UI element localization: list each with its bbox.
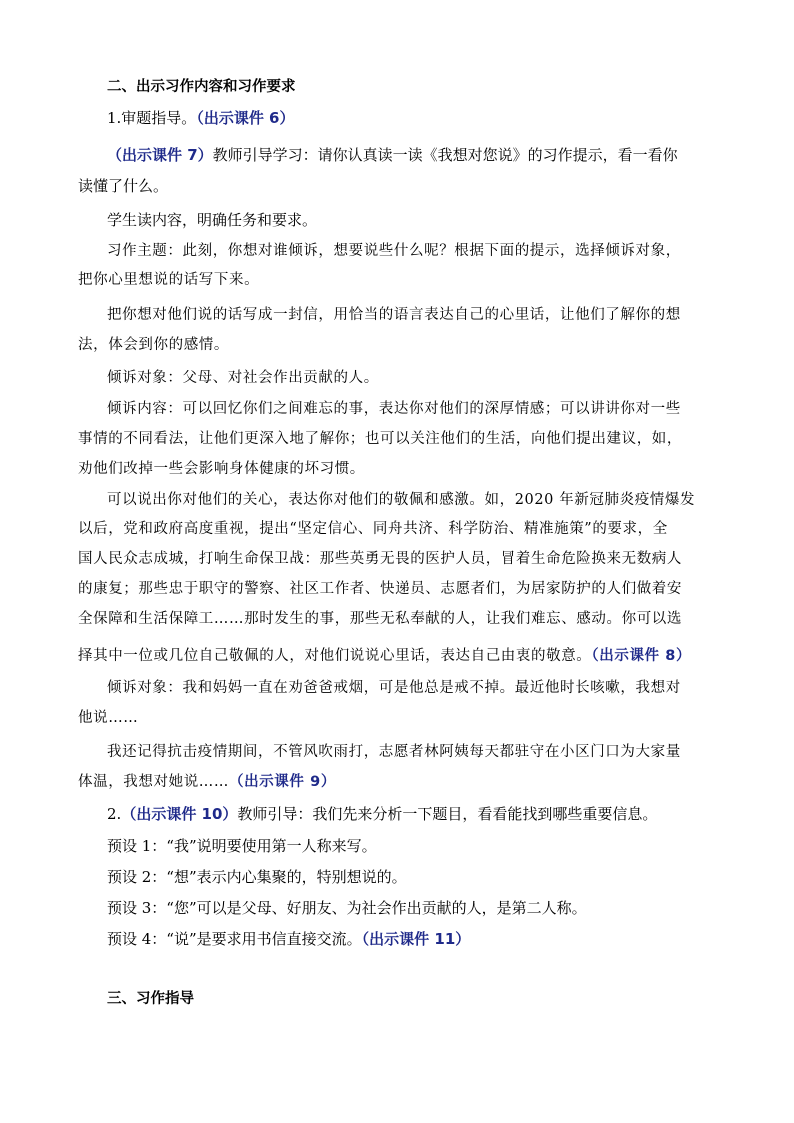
- section-heading-3: [107, 988, 722, 1010]
- paragraph-letter-line1: [107, 304, 722, 326]
- paragraph-teacher-guide-line1: [107, 144, 722, 166]
- paragraph-care-line4: [78, 578, 693, 600]
- care-text-d: 的康复；那些忠于职守的警察、社区工作者、快递员、志愿者们，为居家防护的人们做着安: [78, 581, 682, 597]
- courseware-ref-8: （出示课件 8）: [591, 648, 692, 664]
- paragraph-preset-1: [107, 835, 722, 857]
- courseware-ref-9: （出示课件 9）: [229, 774, 336, 790]
- paragraph-target-2-line1: [107, 677, 722, 699]
- paragraph-content-line1: [107, 398, 722, 420]
- letter-text-a: 把你想对他们说的话写成一封信，用恰当的语言表达自己的心里话，让他们了解你的想: [107, 307, 681, 323]
- analyze-number: 2.: [107, 805, 122, 823]
- section-heading-3-text: 三、习作指导: [107, 991, 194, 1007]
- paragraph-target-1: [107, 367, 722, 389]
- theme-text-a: 习作主题：此刻，你想对谁倾诉，想要说些什么呢？根据下面的提示，选择倾诉对象，: [107, 243, 681, 259]
- paragraph-preset-4: [107, 928, 722, 950]
- section-heading-2: [107, 76, 722, 98]
- paragraph-preset-3: [107, 897, 722, 919]
- paragraph-analyze-title: [107, 803, 722, 825]
- paragraph-preset-2: [107, 866, 722, 888]
- paragraph-letter-line2: [78, 334, 693, 356]
- paragraph-review-guide: [107, 107, 722, 129]
- preset-1-text: 预设 1：“我”说明要使用第一人称来写。: [107, 837, 377, 855]
- letter-text-b: 法，体会到你的感情。: [78, 337, 229, 353]
- care-text-b: 以后，党和政府高度重视，提出“坚定信心、同舟共济、科学防治、精准施策”的要求，全: [78, 521, 668, 537]
- target-1-text: 倾诉对象：父母、对社会作出贡献的人。: [107, 370, 379, 386]
- care-text-c: 国人民众志成城，打响生命保卫战：那些英勇无畏的医护人员，冒着生命危险换来无数病人: [78, 551, 682, 567]
- analyze-guide-text: 教师引导：我们先来分析一下题目，看看能找到哪些重要信息。: [237, 805, 658, 823]
- volunteer-text-a: 我还记得抗击疫情期间，不管风吹雨打，志愿者林阿姨每天都驻守在小区门口为大家量: [107, 744, 681, 760]
- target-2-text-b: 他说……: [78, 710, 139, 726]
- preset-3-text: 预设 3：“您”可以是父母、好朋友、为社会作出贡献的人，是第二人称。: [107, 899, 587, 917]
- courseware-ref-6: （出示课件 6）: [196, 109, 295, 127]
- review-guide-text: 1.审题指导。: [107, 109, 197, 127]
- paragraph-care-line6: [78, 645, 738, 667]
- students-read-text: 学生读内容，明确任务和要求。: [107, 211, 318, 229]
- courseware-ref-7: （出示课件 7）: [107, 146, 213, 164]
- preset-4-text: 预设 4：“说”是要求用书信直接交流。: [107, 930, 362, 948]
- paragraph-volunteer-line1: [107, 741, 722, 763]
- paragraph-content-line2: [78, 428, 693, 450]
- care-text-f: 择其中一位或几位自己敬佩的人，对他们说说心里话，表达自己由衷的敬意。: [78, 648, 592, 664]
- teacher-guide-text-a: 教师引导学习：请你认真读一读《我想对您说》的习作提示，看一看你: [212, 146, 678, 164]
- theme-text-b: 把你心里想说的话写下来。: [78, 272, 260, 288]
- paragraph-volunteer-line2: [78, 771, 693, 793]
- paragraph-students-read: [107, 209, 722, 231]
- courseware-ref-10: （出示课件 10）: [121, 805, 238, 823]
- paragraph-care-line5: [78, 608, 693, 630]
- care-text-a: 可以说出你对他们的关心，表达你对他们的敬佩和感激。如，2020 年新冠肺炎疫情爆发: [107, 492, 696, 508]
- paragraph-content-line3: [78, 458, 693, 480]
- teacher-guide-text-b: 读懂了什么。: [78, 177, 169, 195]
- content-text-c: 劝他们改掉一些会影响身体健康的坏习惯。: [78, 461, 365, 477]
- preset-2-text: 预设 2：“想”表示内心集聚的，特别想说的。: [107, 868, 407, 886]
- paragraph-teacher-guide-line2: [78, 175, 693, 197]
- paragraph-care-line1: [107, 489, 722, 511]
- paragraph-care-line3: [78, 548, 693, 570]
- courseware-ref-11: （出示课件 11）: [361, 930, 471, 948]
- volunteer-text-b: 体温，我想对她说……: [78, 774, 229, 790]
- paragraph-target-2-line2: [78, 707, 693, 729]
- content-text-a: 倾诉内容：可以回忆你们之间难忘的事，表达你对他们的深厚情感；可以讲讲你对一些: [107, 401, 681, 417]
- target-2-text-a: 倾诉对象：我和妈妈一直在劝爸爸戒烟，可是他总是戒不掉。最近他时长咳嗽，我想对: [107, 680, 681, 696]
- content-text-b: 事情的不同看法，让他们更深入地了解你；也可以关注他们的生活，向他们提出建议，如，: [78, 431, 682, 447]
- section-heading-2-text: 二、出示习作内容和习作要求: [107, 79, 296, 95]
- care-text-e: 全保障和生活保障工……那时发生的事，那些无私奉献的人，让我们难忘、感动。你可以选: [78, 611, 682, 627]
- paragraph-theme-line2: [78, 269, 693, 291]
- paragraph-theme-line1: [107, 240, 722, 262]
- paragraph-care-line2: [78, 518, 693, 540]
